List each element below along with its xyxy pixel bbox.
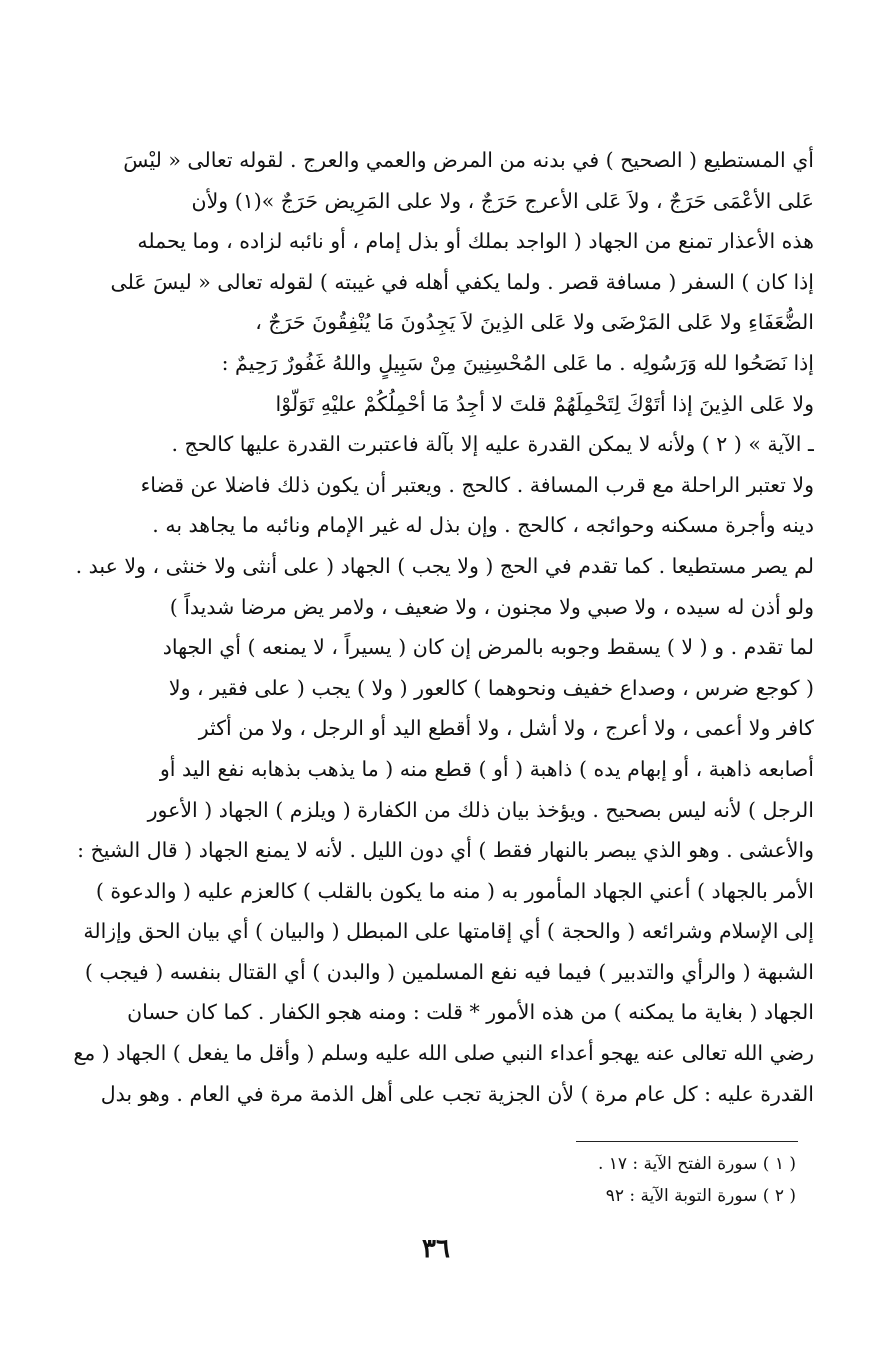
text-line: والأعشى . وهو الذي يبصر بالنهار فقط ) أي دون الليل . لأنه لا يمنع الجهاد ( قال الشيخ :: [77, 838, 814, 863]
text-line: الضُّعَفَاءِ ولا عَلى المَرْضَى ولا عَلى الذِينَ لاَ يَجِدُونَ مَا يُنْفِقُونَ حَرَجٌ ،: [255, 310, 814, 335]
footnote-1: ( ١ ) سورة الفتح الآية : ١٧ .: [597, 1154, 796, 1174]
text-line: لم يصر مستطيعا . كما تقدم في الحج ( ولا يجب ) الجهاد ( على أنثى ولا خنثى ، ولا عبد .: [75, 553, 814, 578]
text-line: ولا عَلى الذِينَ إذا أتَوْكَ لِتَحْمِلَهُمْ قلتَ لا أجِدُ مَا أحْمِلُكُمْ عليْهِ تَوَلّوْا: [275, 391, 814, 416]
text-line: ( كوجع ضرس ، وصداع خفيف ونحوهما ) كالعور ( ولا ) يجب ( على فقير ، ولا: [168, 675, 814, 700]
text-line: أي المستطيع ( الصحيح ) في بدنه من المرض والعمي والعرج . لقوله تعالى « ليْسَ: [123, 148, 814, 172]
footnote-2: ( ٢ ) سورة التوبة الآية : ٩٢: [605, 1186, 796, 1206]
main-text: [44, 140, 814, 1114]
footnote-divider: [576, 1141, 798, 1142]
text-line: هذه الأعذار تمنع من الجهاد ( الواجد بملك أو بذل إمام ، أو نائبه لزاده ، وما يحمله: [137, 229, 814, 254]
text-line: الرجل ) لأنه ليس بصحيح . ويؤخذ بيان ذلك من الكفارة ( ويلزم ) الجهاد ( الأعور: [147, 797, 814, 822]
text-line: ـ الآية » ( ٢ ) ولأنه لا يمكن القدرة عليه إلا بآلة فاعتبرت القدرة عليها كالحج .: [171, 432, 814, 457]
text-line: إلى الإسلام وشرائعه ( والحجة ) أي إقامتها على المبطل ( والبيان ) أي بيان الحق وإزالة: [83, 919, 814, 944]
text-line: رضي الله تعالى عنه يهجو أعداء النبي صلى الله عليه وسلم ( وأقل ما يفعل ) الجهاد ( مع: [73, 1041, 814, 1066]
page-number: ٣٦: [422, 1234, 450, 1264]
footnotes: [440, 1148, 796, 1212]
text-line: ولا تعتبر الراحلة مع قرب المسافة . كالحج . ويعتبر أن يكون ذلك فاضلا عن قضاء: [140, 472, 814, 497]
text-line: ولو أذن له سيده ، ولا صبي ولا مجنون ، ولا ضعيف ، ولامر يض مرضا شديداً ): [169, 594, 814, 619]
text-line: دينه وأجرة مسكنه وحوائجه ، كالحج . وإن بذل له غير الإمام ونائبه ما يجاهد به .: [152, 513, 814, 538]
text-line: أصابعه ذاهبة ، أو إبهام يده ) ذاهبة ( أو ) قطع منه ( ما يذهب بذهابه نفع اليد أو: [159, 756, 814, 781]
text-line: إذا كان ) السفر ( مسافة قصر . ولما يكفي أهله في غيبته ) لقوله تعالى « ليسَ عَلى: [110, 269, 814, 294]
text-line: الشبهة ( والرأي والتدبير ) فيما فيه نفع المسلمين ( والبدن ) أي القتال بنفسه ( فيجب ): [84, 959, 814, 984]
text-line: الأمر بالجهاد ) أعني الجهاد المأمور به ( منه ما يكون بالقلب ) كالعزم عليه ( والدعوة ): [95, 878, 814, 903]
text-line: القدرة عليه : كل عام مرة ) لأن الجزية تجب على أهل الذمة مرة في العام . وهو بدل: [100, 1081, 814, 1106]
text-line: كافر ولا أعمى ، ولا أعرج ، ولا أشل ، ولا أقطع اليد أو الرجل ، ولا من أكثر: [198, 716, 814, 741]
text-line: إذا نَصَحُوا لله وَرَسُولِه . ما عَلى المُحْسِنِينَ مِنْ سَبِيلٍ واللهُ غَفُورٌ رَحِيمٌ :: [221, 350, 814, 375]
text-line: لما تقدم . و ( لا ) يسقط وجوبه بالمرض إن كان ( يسيراً ، لا يمنعه ) أي الجهاد: [162, 635, 814, 660]
text-line: عَلى الأعْمَى حَرَجٌ ، ولاَ عَلى الأعرج حَرَجٌ ، ولا على المَرِيض حَرَجٌ »(١) ولأن: [191, 188, 814, 213]
text-line: الجهاد ( بغاية ما يمكنه ) من هذه الأمور * قلت : ومنه هجو الكفار . كما كان حسان: [127, 1000, 814, 1025]
